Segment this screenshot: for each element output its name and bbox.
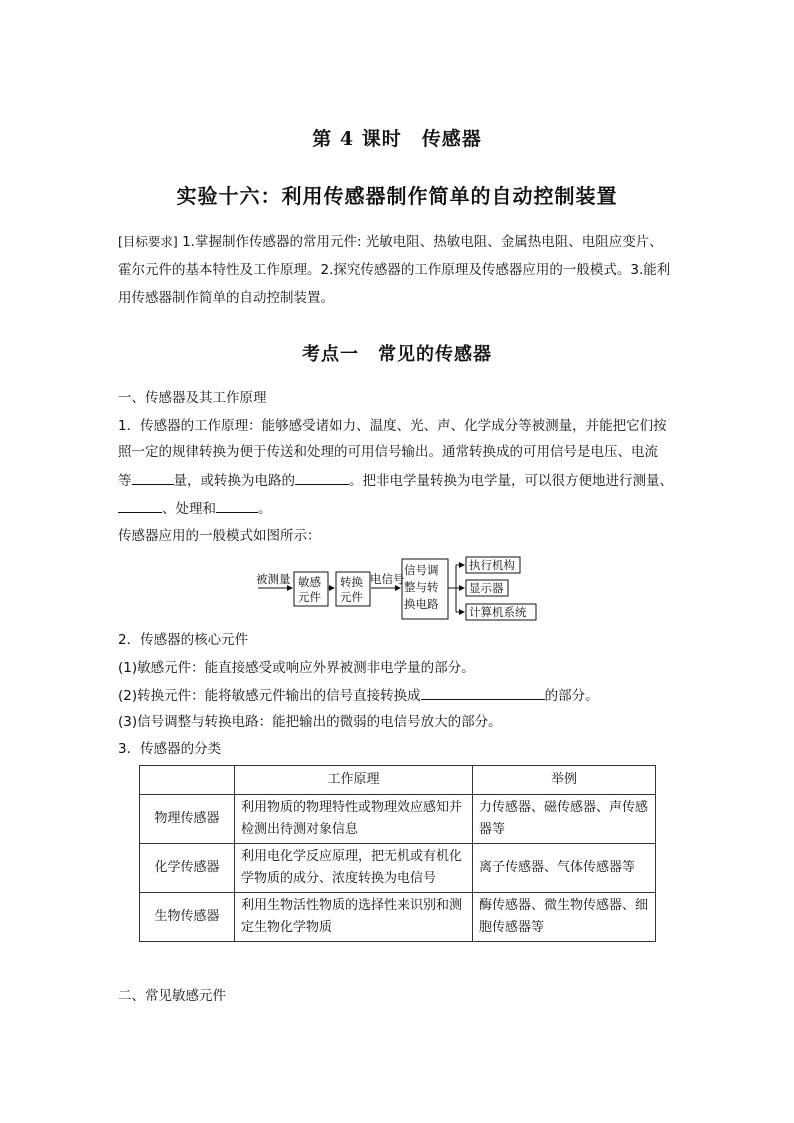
sensor-classification-table (139, 765, 656, 942)
signal-circuit-label-2: 整与转 (404, 580, 439, 594)
electric-signal-label: 电信号 (370, 572, 405, 586)
objectives-line-2: 霍尔元件的基本特性及工作原理。2.探究传感器的工作原理及传感器应用的一般模式。3.能利 (118, 262, 671, 278)
table-header-cell (140, 766, 235, 795)
experiment-title: 实验十六：利用传感器制作简单的自动控制装置 (176, 184, 618, 208)
fill-blank-1[interactable] (132, 470, 174, 485)
text-fragment: 、处理和 (162, 501, 216, 517)
mode-intro: 传感器应用的一般模式如图所示： (118, 528, 321, 544)
objectives-line-1 (118, 232, 688, 252)
text-fragment: 。 (258, 501, 272, 517)
table-cell-principle: 利用电化学反应原理，把无机或有机化学物质的成分、浓度转换为电信号 (235, 844, 473, 893)
signal-circuit-label-3: 换电路 (404, 597, 439, 611)
objectives-tag: [目标要求] (118, 234, 178, 249)
text-fragment: 。把非电学量转换为电学量，可以很方便地进行测量、 (349, 473, 673, 489)
section1-item1-line3 (118, 470, 688, 491)
output-actuator-label: 执行机构 (469, 558, 515, 572)
section1-item1-line1: 1．传感器的工作原理：能够感受诸如力、温度、光、声、化学成分等被测量，并能把它们按 (118, 418, 667, 434)
table-row (140, 795, 656, 844)
text-fragment: 等 (118, 473, 132, 489)
table-header-cell: 举例 (473, 766, 656, 795)
objectives-text-1: 1.掌握制作传感器的常用元件: 光敏电阻、热敏电阻、金属热电阻、电阻应变片、 (182, 234, 663, 250)
table-row (140, 893, 656, 942)
table-cell-principle: 利用生物活性物质的选择性来识别和测定生物化学物质 (235, 893, 473, 942)
point1-title: 考点一 常见的传感器 (302, 344, 492, 365)
section2-item1: (1)敏感元件：能直接感受或响应外界被测非电学量的部分。 (118, 660, 475, 676)
section1-item1-line4 (118, 498, 688, 519)
section2-heading: 2．传感器的核心元件 (118, 632, 249, 648)
fill-blank-2[interactable] (295, 470, 349, 485)
table-cell-example: 酶传感器、微生物传感器、细胞传感器等 (473, 893, 656, 942)
sensitive-element-label-2: 元件 (298, 590, 321, 604)
table-cell-type: 物理传感器 (140, 795, 235, 844)
conversion-element-label-2: 元件 (340, 590, 363, 604)
objectives-line-3: 用传感器制作简单的自动控制装置。 (118, 290, 334, 306)
output-display-label: 显示器 (469, 581, 504, 595)
lesson-title: 第 4 课时 传感器 (312, 128, 482, 150)
section3-heading: 3．传感器的分类 (118, 741, 222, 757)
table-header-row (140, 766, 656, 795)
fill-blank-5[interactable] (421, 685, 545, 700)
conversion-element-label-1: 转换 (340, 575, 363, 589)
table-header-cell: 工作原理 (235, 766, 473, 795)
fill-blank-3[interactable] (118, 498, 162, 513)
table-row (140, 844, 656, 893)
table-cell-principle: 利用物质的物理特性或物理效应感知并检测出待测对象信息 (235, 795, 473, 844)
table-cell-type: 化学传感器 (140, 844, 235, 893)
section4-heading: 二、常见敏感元件 (118, 988, 226, 1004)
sensor-mode-diagram (254, 556, 544, 622)
text-fragment: 量，或转换为电路的 (173, 473, 295, 489)
sensitive-element-label-1: 敏感 (298, 575, 321, 589)
diagram-input-label: 被测量 (256, 572, 291, 586)
table-cell-example: 离子传感器、气体传感器等 (473, 844, 656, 893)
section2-item2 (118, 685, 688, 706)
text-fragment: (2)转换元件：能将敏感元件输出的信号直接转换成 (118, 688, 421, 704)
table-cell-example: 力传感器、磁传感器、声传感器等 (473, 795, 656, 844)
section1-heading: 一、传感器及其工作原理 (118, 390, 267, 406)
signal-circuit-label-1: 信号调 (404, 563, 439, 577)
fill-blank-4[interactable] (216, 498, 258, 513)
output-computer-label: 计算机系统 (469, 605, 527, 619)
text-fragment: 的部分。 (544, 688, 599, 704)
table-cell-type: 生物传感器 (140, 893, 235, 942)
section1-item1-line2: 照一定的规律转换为便于传送和处理的可用信号输出。通常转换成的可用信号是电压、电流 (118, 444, 658, 460)
section2-item3: (3)信号调整与转换电路：能把输出的微弱的电信号放大的部分。 (118, 714, 502, 730)
